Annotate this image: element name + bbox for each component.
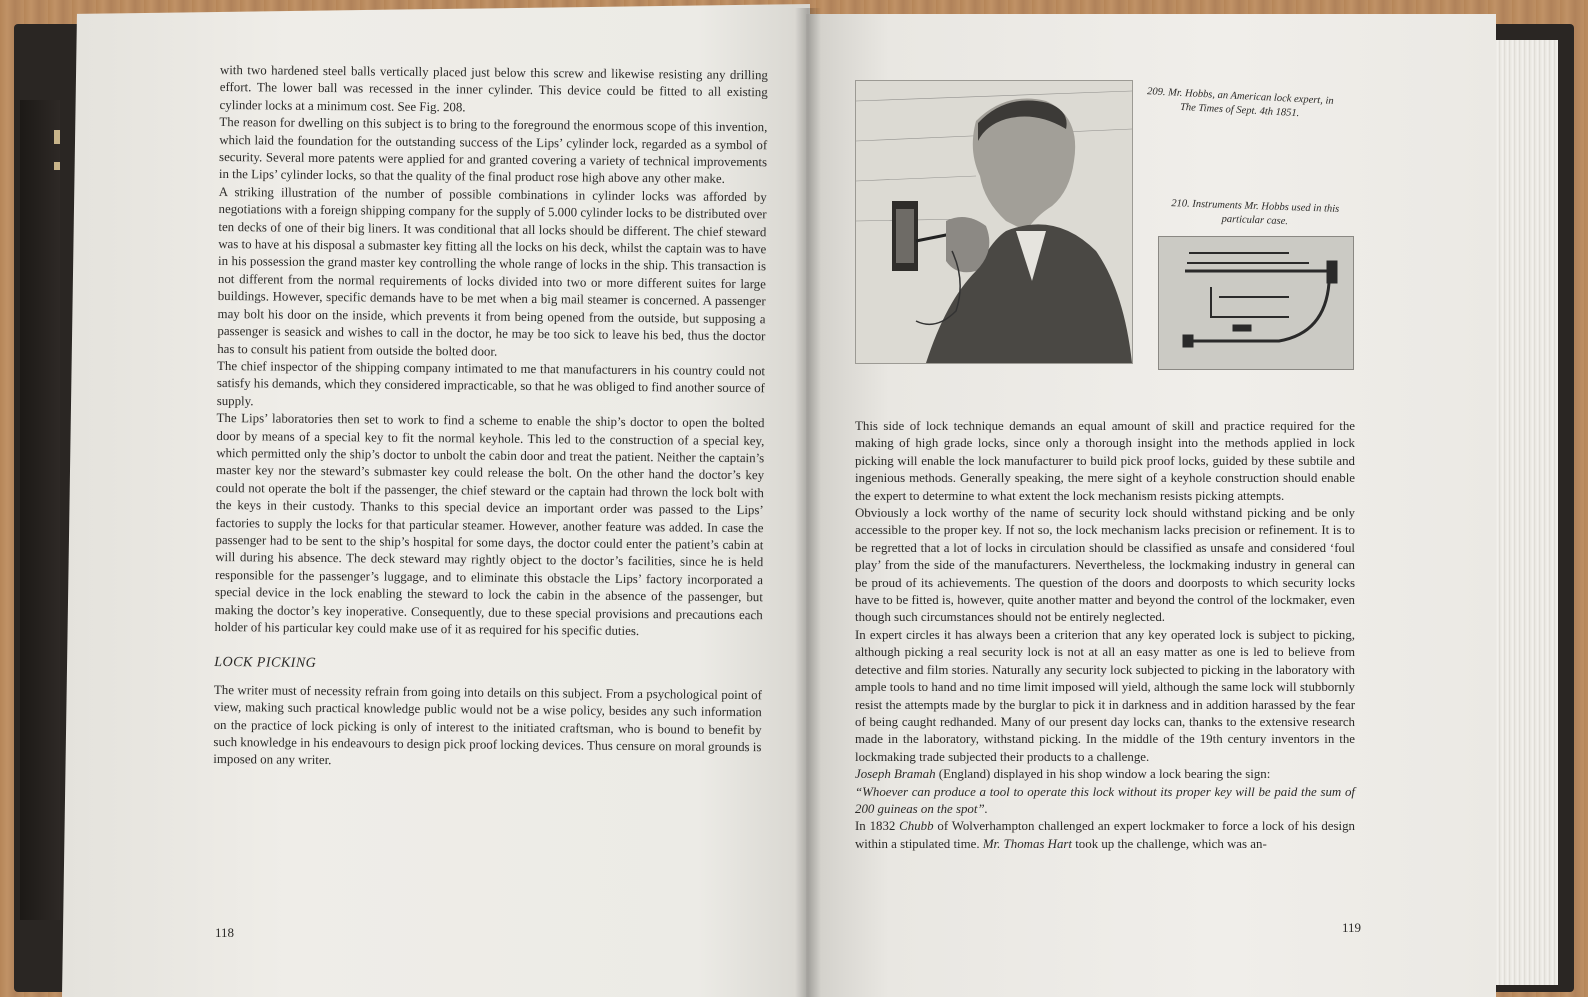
left-page-edges (20, 100, 60, 920)
page-number-right: 119 (1342, 920, 1362, 935)
figure-210-caption: 210. Instruments Mr. Hobbs used in this particular case. (1171, 198, 1340, 228)
page-number-left: 118 (215, 925, 235, 940)
inline-text: of Wolverhampton challenged an expert lockmaker to force a lock of his design within a stipulated time. (855, 819, 1355, 851)
paragraph: Obviously a lock worthy of the name of security lock should withstand picking and be only accessible to the proper key. If not so, the lock mechanism lacks precision or refinement. It is to be regretted that a lot of locks in circulation should be classified as unsafe and considered ‘foul play’ from the side of the manufacturers. Nevertheless, the lockmaking industry in general can be proud of its achievements. The question of the doors and doorposts to which security locks have to be fitted is, however, quite another matter and beyond the control of the lockmaker, even though such circumstances should not be entirely neglected. (855, 506, 1355, 625)
name-joseph-bramah: Joseph Bramah (855, 767, 936, 782)
portrait-illustration (855, 80, 1133, 364)
instruments-illustration (1158, 236, 1354, 370)
right-page-text (855, 418, 1355, 853)
bramah-quote: “Whoever can produce a tool to operate this lock without its proper key will be paid the sum of 200 guineas on the spot”. (855, 784, 1355, 816)
inline-text: In 1832 (855, 819, 900, 834)
edge-mark (54, 130, 60, 144)
paragraph: The Lips’ laboratories then set to work to find a scheme to enable the ship’s doctor to open the bolted door by means of a special key to fit the normal keyhole. This led to the construction of a special key, which permitted only the ship’s doctor to unbolt the cabin door and treat the patient. Neither the captain’s master key nor the steward’s submaster key could release the bolt. On the other hand the doctor’s key could not operate the bolt if the passenger, the chief steward or the captain had thrown the lock bolt with the keys in their custody. Thanks to this special device an important order was passed to the Lips’ factories to supply the locks for that particular steamer. However, another feature was added. In case the passenger had to be sent to the ship’s hospital for some days, the doctor could enter the patient’s cabin at will during his absence. The deck steward may rightly object to the doctor’s facilities, since he is held responsible for the passenger’s luggage, and to eliminate this obstacle the Lips’ factory incorporated a special device in the lock enabling the steward to lock the cabin in the absence of the passenger, but making the doctor’s key inoperative. Consequently, due to these special provisions and precautions each holder of his particular key could make use of it as required for his specific duties. (214, 411, 765, 639)
right-page-stack (1490, 40, 1558, 985)
paragraph: The chief inspector of the shipping company intimated to me that manufacturers in his country could not satisfy his demands, which they considered impracticable, so that he was obliged to find another source of supply. (216, 358, 766, 409)
portrait-drawing (856, 81, 1132, 363)
paragraph: This side of lock technique demands an equal amount of skill and practice required for the making of high grade locks, since only a thorough insight into the methods applied in lock picking will enable the lock manufacturer to build pick proof locks, guided by these subtile and ingenious methods. Generally speaking, the mere sight of a keyhole construction should enable the expert to determine to what extent the lock mechanism resists picking attempts. (855, 419, 1355, 503)
paragraph (855, 818, 1355, 853)
paragraph: In expert circles it has always been a criterion that any key operated lock is subject to picking, although picking a real security lock is not at all an easy matter as one is led to believe from detective and film stories. Naturally any security lock subjected to picking in the laboratory with ample tools to hand and no time limit imposed will yield, although the same lock will stubbornly resist the attempts made by the burglar to pick it in darkness and in addition harassed by the fear of being caught redhanded. Many of our present day locks can, thanks to the extensive research made in the laboratory, withstand picking. In the middle of the 19th century inventors in the lockmaking trade subjected their products to a challenge. (855, 627, 1355, 764)
section-heading: LOCK PICKING (214, 655, 317, 672)
name-chubb: Chubb (899, 819, 934, 834)
inline-text: (England) displayed in his shop window a lock bearing the sign: (935, 767, 1271, 782)
paragraph: The reason for dwelling on this subject is to bring to the foreground the enormous scope of this invention, which laid the foundation for the outstanding success of the Lips’ cylinder lock, regarded as a symbol of security. Several more patents were applied for and granted covering a variety of technical improvements in the Lips’ cylinder locks, so that the quality of the final product rose high above any other make. (218, 115, 768, 187)
paragraph: with two hardened steel balls vertically placed just below this screw and likewise resisting any drilling effort. The lower ball was recessed in the inner cylinder. This device could be fitted to all existing cylinder locks at a minimum cost. See Fig. 208. (219, 62, 768, 115)
figure-209-caption: 209. Mr. Hobbs, an American lock expert, in The Times of Sept. 4th 1851. (1146, 86, 1334, 120)
paragraph: The writer must of necessity refrain from going into details on this subject. From a psychological point of view, making such practical knowledge public would not be a wise policy, besides any such information on the practice of lock picking is only of interest to the initiated craftsman, who is bound to benefit by such knowledge in his endeavours to design pick proof locking devices. Thus censure on moral grounds is imposed on any writer. (213, 682, 763, 768)
name-thomas-hart: Mr. Thomas Hart (982, 836, 1072, 851)
left-page-text (213, 62, 768, 774)
paragraph: A striking illustration of the number of possible combinations in cylinder locks was afforded by negotiations with a foreign shipping company for the supply of 5.000 cylinder locks to be distributed over ten decks of one of their big liners. It was conditional that all locks should be different. The chief steward was to have at his disposal a submaster key fitting all the locks on his deck, whilst the captain was to have in his possession the grand master key controlling the whole range of locks in the ship. This transaction is not different from the normal requirements of locks divided into two or more different suites for large buildings. However, specific demands have to be met when a big mail steamer is concerned. A passenger may bolt his door on the inside, which prevents it from being opened from the outside, but supposing a passenger is seasick and wishes to call in the doctor, he may be too sick to leave his bed, thus the doctor has to consult his patient from outside the bolted door. (217, 184, 767, 359)
book-gutter (795, 8, 821, 997)
edge-mark (54, 162, 60, 170)
inline-text: took up the challenge, which was an- (1072, 836, 1267, 851)
paragraph (855, 766, 1355, 783)
instruments-drawing (1159, 237, 1353, 369)
